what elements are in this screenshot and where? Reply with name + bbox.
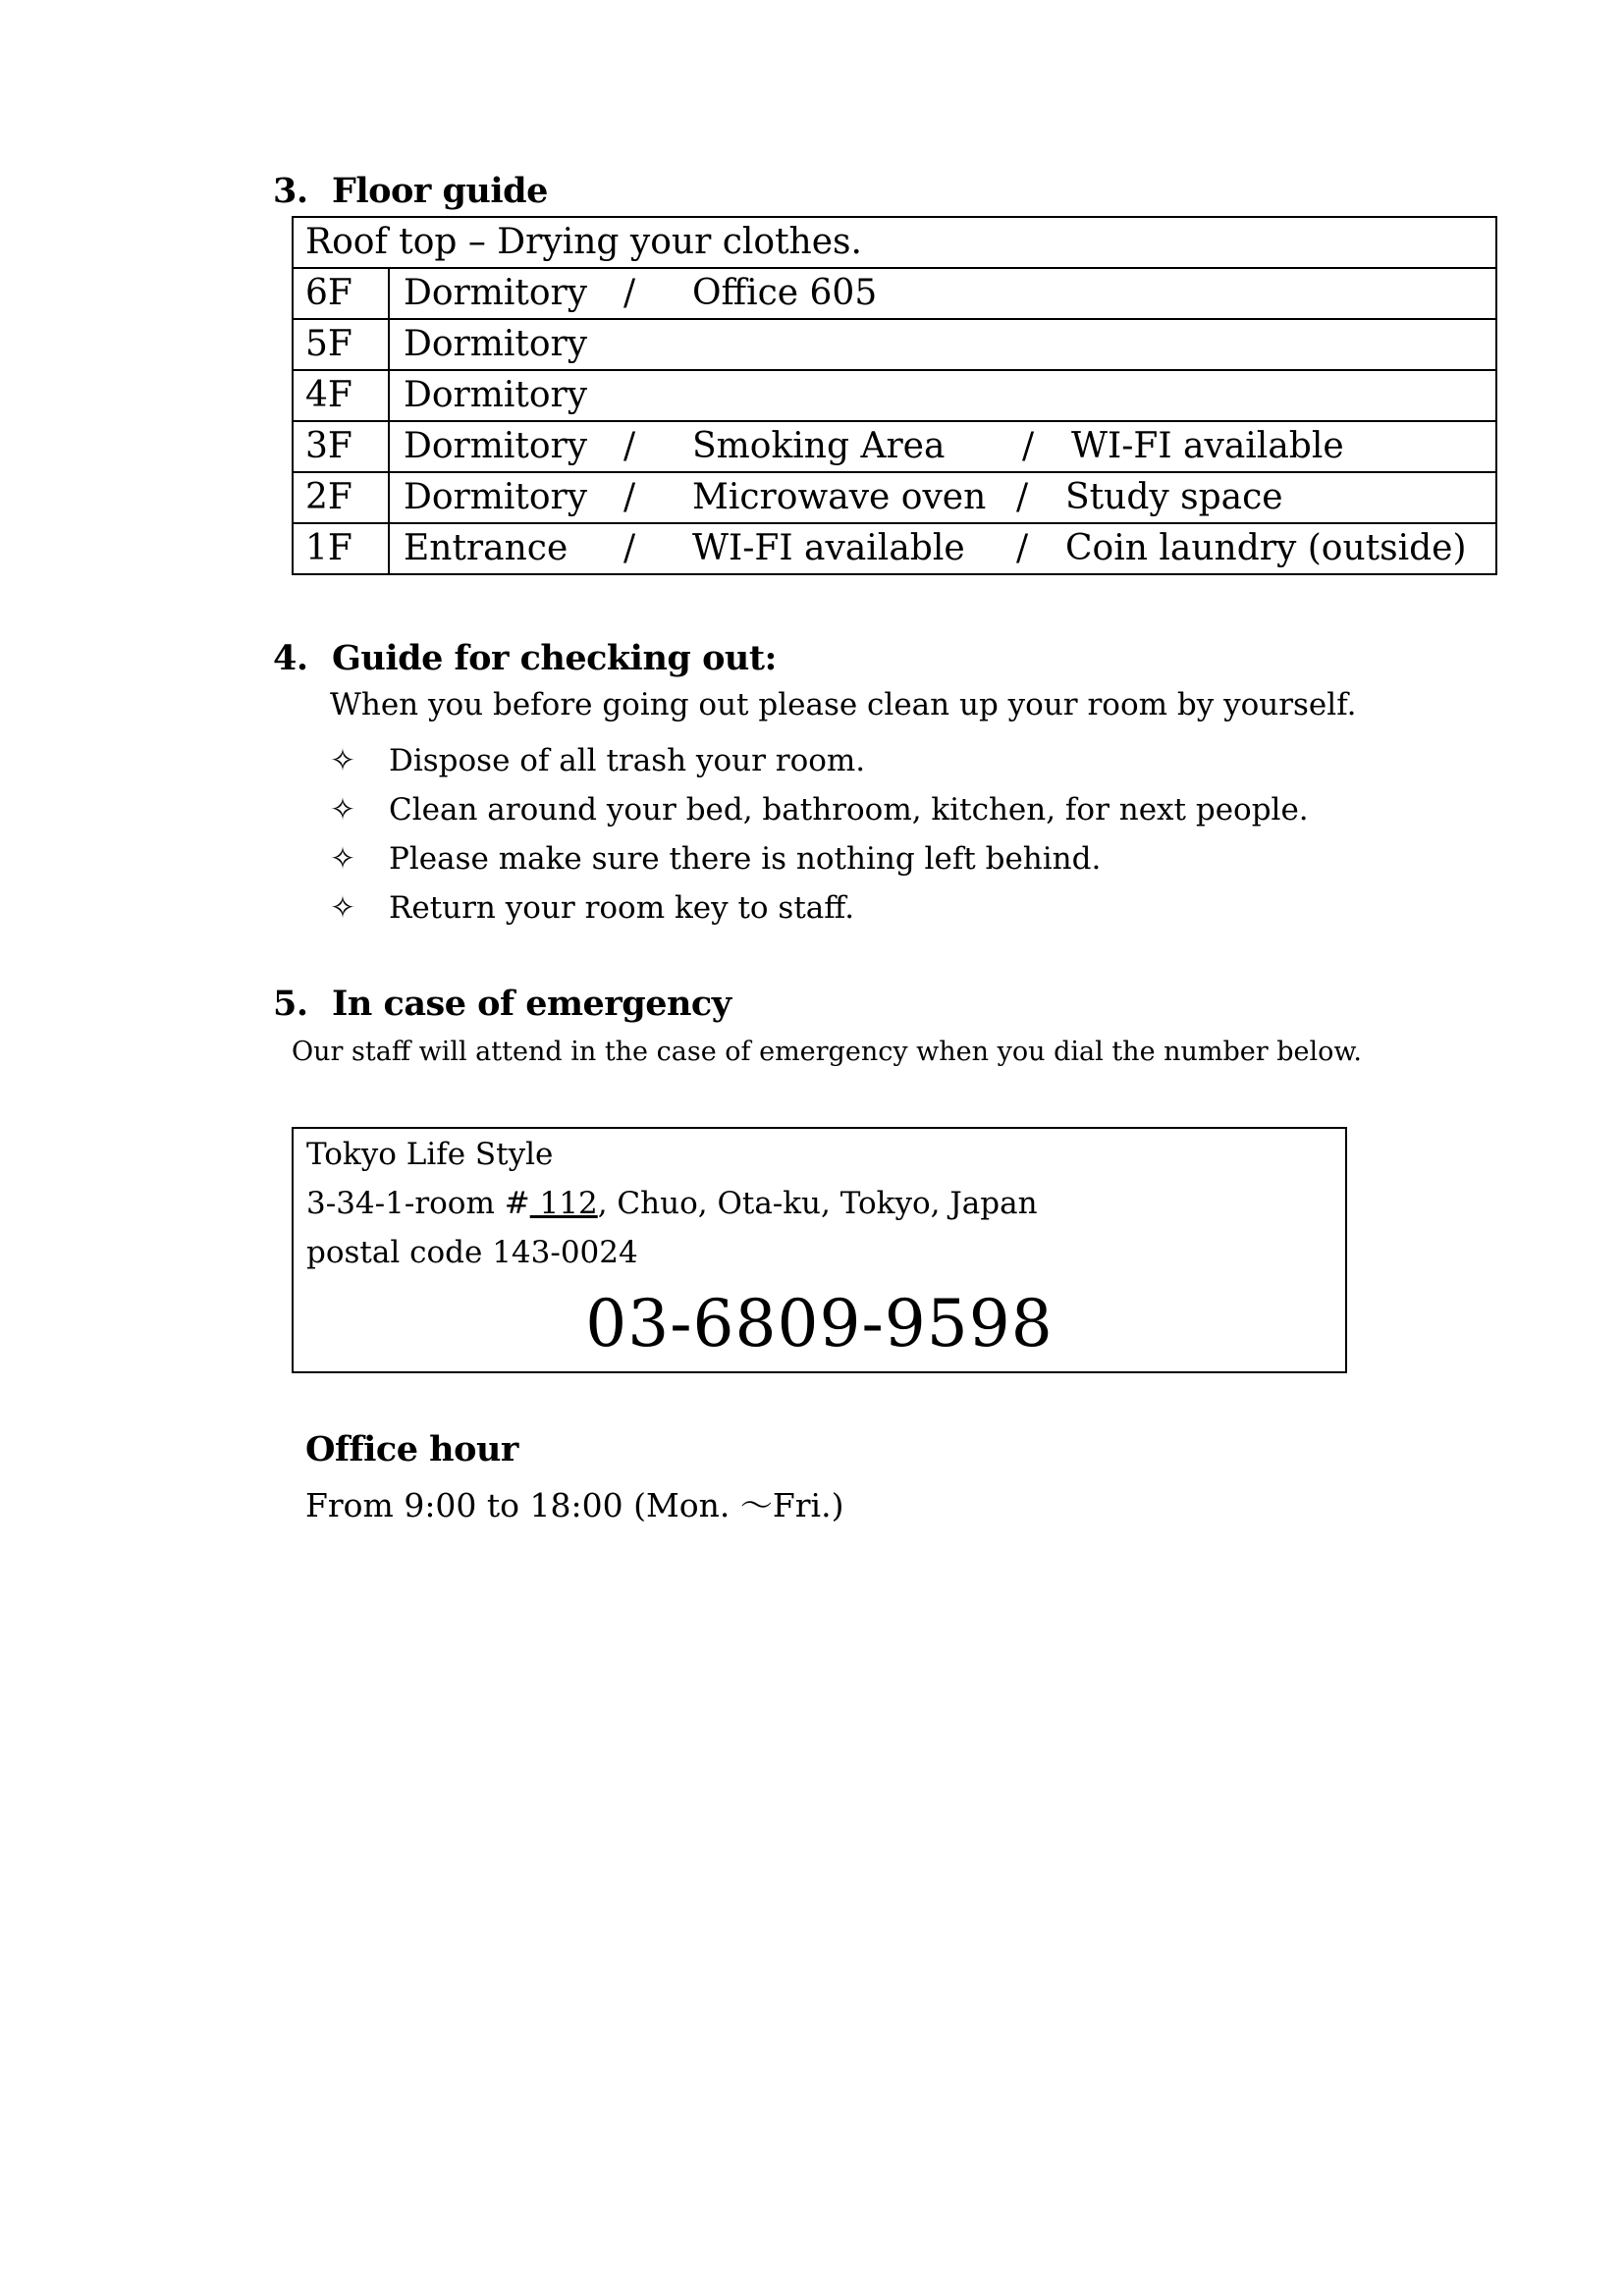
section-number: 5.: [273, 984, 308, 1024]
floor-label: 6F: [293, 268, 389, 319]
separator: /: [623, 426, 636, 466]
star-bullet-icon: ✧: [330, 792, 355, 828]
room-number: 112: [529, 1186, 598, 1221]
section-number: 4.: [273, 638, 308, 678]
section-title: In case of emergency: [332, 984, 731, 1024]
separator: /: [623, 477, 636, 517]
list-item: [330, 736, 1309, 785]
floor-item: Microwave oven: [692, 477, 987, 517]
roof-cell: Roof top – Drying your clothes.: [293, 217, 1496, 268]
address-suffix: , Chuo, Ota-ku, Tokyo, Japan: [597, 1186, 1038, 1221]
address-prefix: 3-34-1-room #: [306, 1186, 530, 1221]
list-item-text: Please make sure there is nothing left behind.: [389, 841, 1102, 877]
floor-item: WI-FI available: [1071, 426, 1344, 466]
floor-description: [389, 523, 1496, 574]
office-hour-title: Office hour: [305, 1429, 518, 1469]
floor-item: Entrance: [404, 528, 568, 568]
list-item-text: Clean around your bed, bathroom, kitchen, for next people.: [389, 792, 1309, 828]
emergency-contact-box: [292, 1127, 1347, 1373]
emergency-heading: [273, 984, 731, 1024]
floor-item: Smoking Area: [692, 426, 946, 466]
address: [306, 1186, 1038, 1221]
list-item: [330, 883, 1309, 933]
table-row: [293, 319, 1496, 370]
table-row: [293, 421, 1496, 472]
floor-item: Dormitory: [404, 375, 588, 415]
postal-code: postal code 143-0024: [306, 1235, 638, 1270]
separator: /: [1016, 477, 1029, 517]
table-row-roof: [293, 217, 1496, 268]
floor-label: 5F: [293, 319, 389, 370]
floor-item: Study space: [1065, 477, 1283, 517]
floor-item: Dormitory: [404, 324, 588, 364]
star-bullet-icon: ✧: [330, 890, 355, 926]
separator: /: [1016, 528, 1029, 568]
floor-description: [389, 472, 1496, 523]
checkout-list: [330, 736, 1309, 933]
separator: /: [623, 273, 636, 313]
floor-label: 2F: [293, 472, 389, 523]
separator: /: [623, 528, 636, 568]
floor-item: Coin laundry (outside): [1065, 528, 1467, 568]
floor-guide-heading: [273, 171, 548, 211]
floor-item: Dormitory: [404, 273, 588, 313]
floor-item: WI-FI available: [692, 528, 965, 568]
list-item-text: Return your room key to staff.: [389, 890, 855, 926]
floor-label: 3F: [293, 421, 389, 472]
floor-guide-table: [292, 216, 1497, 575]
phone-number[interactable]: 03-6809-9598: [585, 1286, 1054, 1362]
section-title: Guide for checking out:: [332, 638, 777, 678]
star-bullet-icon: ✧: [330, 743, 355, 778]
table-row: [293, 523, 1496, 574]
floor-item: Dormitory: [404, 477, 588, 517]
separator: /: [1022, 426, 1035, 466]
checkout-intro: When you before going out please clean up your room by yourself.: [330, 687, 1357, 722]
list-item-text: Dispose of all trash your room.: [389, 743, 866, 778]
section-title: Floor guide: [332, 171, 548, 211]
list-item: [330, 834, 1309, 883]
floor-label: 1F: [293, 523, 389, 574]
section-number: 3.: [273, 171, 308, 211]
list-item: [330, 785, 1309, 834]
company-name: Tokyo Life Style: [306, 1137, 554, 1172]
checkout-heading: [273, 638, 777, 678]
emergency-intro: Our staff will attend in the case of emergency when you dial the number below.: [292, 1037, 1362, 1067]
floor-label: 4F: [293, 370, 389, 421]
office-hours-text: From 9:00 to 18:00 (Mon. ～Fri.): [305, 1486, 844, 1524]
table-row: [293, 268, 1496, 319]
floor-item: Office 605: [692, 273, 878, 313]
table-row: [293, 472, 1496, 523]
floor-description: [389, 319, 1496, 370]
table-row: [293, 370, 1496, 421]
floor-description: [389, 268, 1496, 319]
floor-description: [389, 421, 1496, 472]
star-bullet-icon: ✧: [330, 841, 355, 877]
floor-item: Dormitory: [404, 426, 588, 466]
floor-description: [389, 370, 1496, 421]
